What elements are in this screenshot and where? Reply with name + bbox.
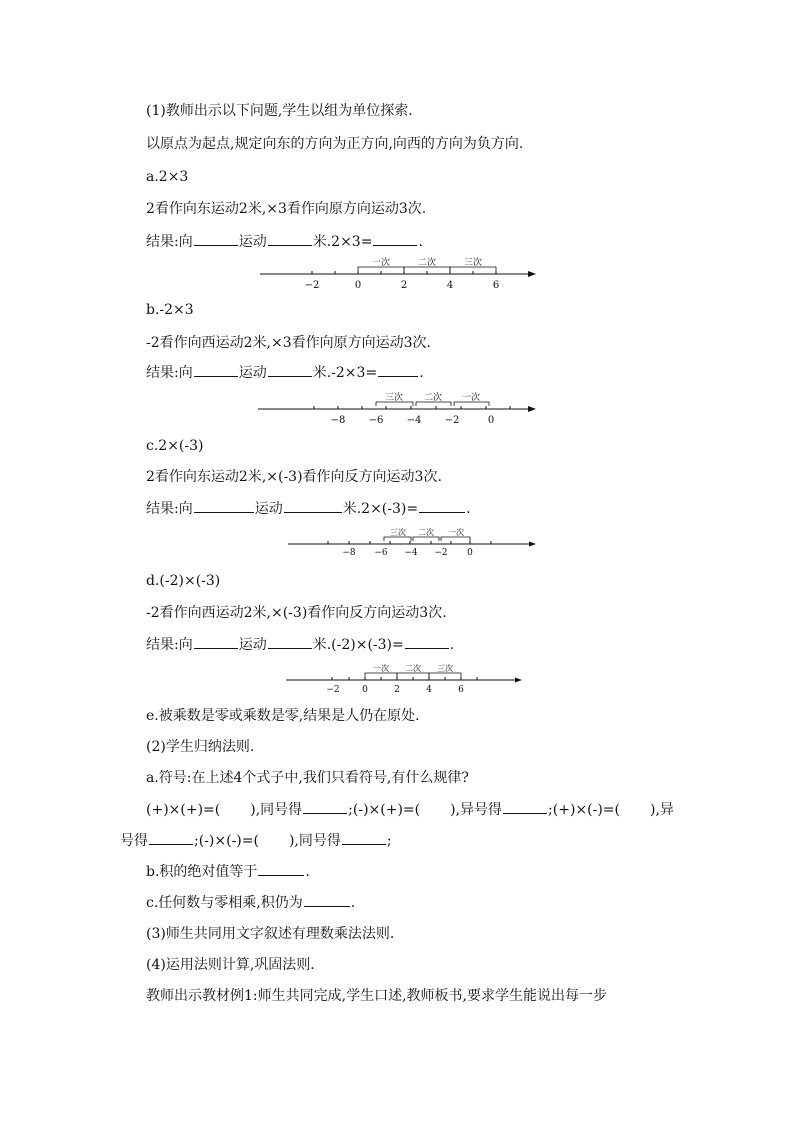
brace-label: 二次 xyxy=(417,258,437,268)
case-d-result: 结果:向 运动 米.(-2)×(-3)= . xyxy=(146,634,454,655)
case-b-description: -2看作向西运动2米,×3看作向原方向运动3次. xyxy=(146,335,431,351)
answer-blank[interactable] xyxy=(378,362,418,377)
brace-label: 一次 xyxy=(371,258,391,268)
case-d-description: -2看作向西运动2米,×(-3)看作向反方向运动3次. xyxy=(146,605,447,621)
brace-label: 三次 xyxy=(390,528,406,537)
brace-label: 二次 xyxy=(418,528,434,537)
example-line: 教师出示教材例1:师生共同完成,学生口述,教师板书,要求学生能说出每一步 xyxy=(146,988,607,1004)
tick-label: −8 xyxy=(330,415,346,426)
tick-label: 4 xyxy=(446,280,454,291)
case-a-title: a.2×3 xyxy=(146,169,189,185)
answer-blank[interactable] xyxy=(373,231,417,246)
number-line-d xyxy=(284,660,524,696)
tick-label: −2 xyxy=(444,415,460,426)
answer-blank[interactable] xyxy=(419,498,465,513)
case-e-line: e.被乘数是零或乘数是零,结果是人仍在原处. xyxy=(146,708,420,724)
answer-blank[interactable] xyxy=(194,634,238,649)
number-line-c xyxy=(286,524,540,558)
tick-label: −4 xyxy=(404,548,418,558)
tick-label: −6 xyxy=(368,415,384,426)
answer-blank[interactable] xyxy=(405,634,449,649)
answer-blank[interactable] xyxy=(304,892,350,907)
brace-label: 一次 xyxy=(373,664,389,673)
case-b-result: 结果:向 运动 米.-2×3= . xyxy=(146,362,424,383)
step-3-heading: (3)师生共同用文字叙述有理数乘法法则. xyxy=(146,926,395,942)
tick-label: −6 xyxy=(374,548,388,558)
tick-label: 4 xyxy=(426,685,432,695)
answer-blank[interactable] xyxy=(149,830,193,845)
brace-label: 一次 xyxy=(461,393,481,403)
answer-blank[interactable] xyxy=(268,231,312,246)
answer-blank[interactable] xyxy=(503,799,547,814)
brace-label: 二次 xyxy=(405,664,421,673)
tick-label: 2 xyxy=(400,280,408,291)
answer-blank[interactable] xyxy=(303,799,347,814)
case-b-title: b.-2×3 xyxy=(146,302,194,318)
tick-label: −2 xyxy=(434,548,448,558)
sign-rules-line-1: (+)×(+)=( ),同号得 ;(-)×(+)=( ),异号得 ;(+)×(-)=( ),异 xyxy=(146,799,674,820)
tick-label: 0 xyxy=(354,280,362,291)
answer-blank[interactable] xyxy=(194,498,254,513)
number-line-b xyxy=(256,387,538,427)
tick-label: 0 xyxy=(487,415,495,426)
answer-blank[interactable] xyxy=(194,362,238,377)
case-a-description: 2看作向东运动2米,×3看作向原方向运动3次. xyxy=(146,201,427,217)
brace-label: 一次 xyxy=(448,528,464,537)
tick-label: −4 xyxy=(406,415,422,426)
tick-label: −2 xyxy=(326,685,340,695)
tick-label: 2 xyxy=(394,685,400,695)
case-c-result: 结果:向 运动 米.2×(-3)= . xyxy=(146,498,471,519)
number-line-a xyxy=(258,252,538,292)
tick-label: 6 xyxy=(458,685,464,695)
zero-product-line: c.任何数与零相乘,积仍为 . xyxy=(146,892,355,913)
answer-blank[interactable] xyxy=(284,498,342,513)
answer-blank[interactable] xyxy=(258,861,304,876)
tick-label: −2 xyxy=(304,280,320,291)
brace-label: 二次 xyxy=(423,393,443,403)
brace-label: 三次 xyxy=(437,664,453,673)
tick-label: 6 xyxy=(492,280,500,291)
answer-blank[interactable] xyxy=(194,231,238,246)
step-4-heading: (4)运用法则计算,巩固法则. xyxy=(146,957,315,973)
tick-label: 0 xyxy=(467,548,473,558)
brace-label: 三次 xyxy=(463,258,483,268)
case-a-result: 结果:向 运动 米.2×3= . xyxy=(146,231,423,252)
tick-label: 0 xyxy=(362,685,368,695)
case-d-title: d.(-2)×(-3) xyxy=(146,573,221,589)
sign-question: a.符号:在上述4个式子中,我们只看符号,有什么规律? xyxy=(146,770,469,786)
tick-label: −8 xyxy=(342,548,356,558)
case-c-description: 2看作向东运动2米,×(-3)看作向反方向运动3次. xyxy=(146,469,442,485)
sign-rules-line-2: 号得 ;(-)×(-)=( ),同号得 ; xyxy=(120,830,392,851)
case-c-title: c.2×(-3) xyxy=(146,438,204,454)
absolute-value-line: b.积的绝对值等于 . xyxy=(146,861,310,882)
answer-blank[interactable] xyxy=(268,634,312,649)
step-2-heading: (2)学生归纳法则. xyxy=(146,739,255,755)
direction-rule-line: 以原点为起点,规定向东的方向为正方向,向西的方向为负方向. xyxy=(146,136,524,152)
answer-blank[interactable] xyxy=(268,362,312,377)
answer-blank[interactable] xyxy=(342,830,386,845)
intro-line: (1)教师出示以下问题,学生以组为单位探索. xyxy=(146,103,413,119)
brace-label: 三次 xyxy=(384,393,404,403)
